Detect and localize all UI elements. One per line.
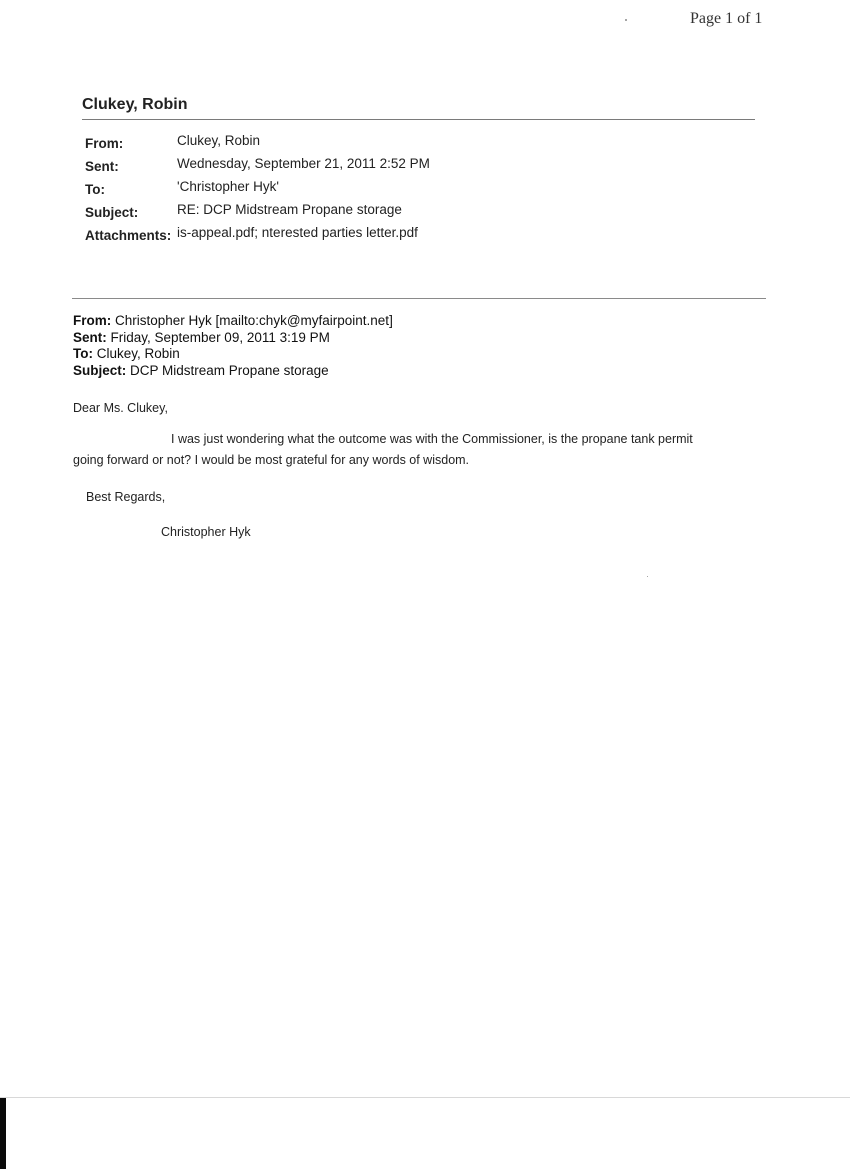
original-from-line [73, 313, 393, 330]
message-divider [72, 298, 766, 299]
body-line-2: going forward or not? I would be most grateful for any words of wisdom. [73, 453, 470, 467]
original-sent-line [73, 330, 393, 347]
original-message-header [73, 313, 393, 379]
subject-label: Subject: [85, 205, 139, 220]
closing: Best Regards, [86, 490, 166, 504]
to-value: 'Christopher Hyk' [177, 179, 279, 194]
sent-value: Wednesday, September 21, 2011 2:52 PM [177, 156, 430, 171]
original-subject-label: Subject: [73, 362, 127, 378]
from-value: Clukey, Robin [177, 133, 261, 148]
original-to-line [73, 346, 393, 363]
scan-speck [647, 576, 648, 577]
attachments-value: is-appeal.pdf; nterested parties letter.pdf [177, 225, 418, 240]
original-sent-value: Friday, September 09, 2011 3:19 PM [110, 329, 330, 345]
original-to-value: Clukey, Robin [96, 346, 180, 361]
original-sent-label: Sent: [73, 329, 107, 345]
original-subject-line [73, 363, 393, 380]
from-label: From: [85, 136, 124, 151]
signature: Christopher Hyk [161, 525, 251, 539]
original-from-label: From: [73, 313, 112, 328]
scan-speck [625, 19, 627, 21]
original-from-value: Christopher Hyk [mailto:chyk@myfairpoint.net] [115, 313, 393, 328]
to-label: To: [85, 182, 105, 197]
original-to-label: To: [73, 346, 93, 361]
page-number: Page 1 of 1 [690, 10, 763, 27]
scan-bottom-edge [0, 1097, 850, 1098]
header-divider [82, 119, 755, 120]
greeting: Dear Ms. Clukey, [73, 401, 168, 415]
original-subject-value: DCP Midstream Propane storage [130, 362, 329, 378]
scan-left-edge [0, 1098, 6, 1169]
sent-label: Sent: [85, 159, 119, 174]
attachments-label: Attachments: [85, 228, 172, 243]
sender-title: Clukey, Robin [82, 96, 188, 113]
body-line-1: I was just wondering what the outcome was with the Commissioner, is the propane tank permit [171, 432, 693, 446]
subject-value: RE: DCP Midstream Propane storage [177, 202, 402, 217]
